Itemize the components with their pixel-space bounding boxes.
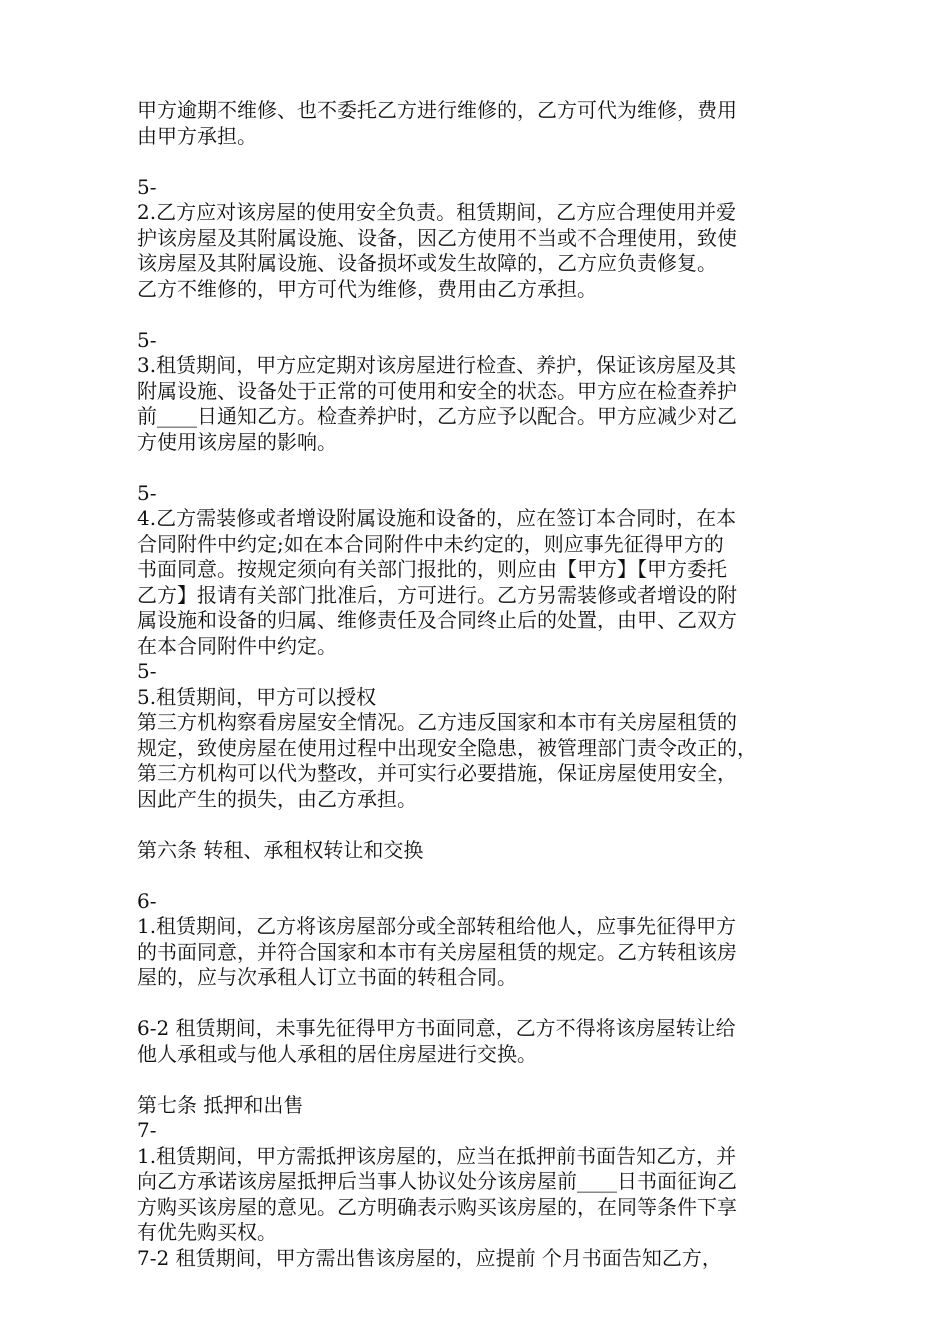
text-line: 5-: [137, 659, 157, 683]
text-line: 4.乙方需装修或者增设附属设施和设备的，应在签订本合同时，在本: [137, 506, 737, 530]
text-line: 方使用该房屋的影响。: [137, 429, 337, 454]
text-line: 向乙方承诺该房屋抵押后当事人协议处分该房屋前____日书面征询乙: [137, 1169, 737, 1193]
document-page: [137, 98, 817, 1271]
article-6-heading: [137, 838, 817, 864]
text-line: 属设施和设备的归属、维修责任及合同终止后的处置，由甲、乙双方: [137, 608, 737, 632]
clause-6-1: [137, 889, 817, 991]
text-line: 屋的，应与次承租人订立书面的转租合同。: [137, 965, 517, 989]
text-line: 7-: [137, 1118, 157, 1142]
text-line: 5-: [137, 480, 157, 505]
text-line: 附属设施、设备处于正常的可使用和安全的状态。甲方应在检查养护: [137, 378, 737, 403]
clause-7-1: [137, 1118, 817, 1246]
text-line: 第六条 转租、承租权转让和交换: [137, 837, 424, 862]
clause-5-3: [137, 328, 817, 456]
text-line: 1.租赁期间，甲方需抵押该房屋的，应当在抵押前书面告知乙方，并: [137, 1143, 737, 1168]
text-line: 规定，致使房屋在使用过程中出现安全隐患，被管理部门责令改正的，: [137, 735, 757, 760]
text-line: 甲方逾期不维修、也不委托乙方进行维修的，乙方可代为维修，费用: [137, 98, 737, 122]
text-line: 7-2 租赁期间，甲方需出售该房屋的，应提前 个月书面告知乙方，: [137, 1245, 722, 1270]
text-line: 的书面同意，并符合国家和本市有关房屋租赁的规定。乙方转租该房: [137, 939, 737, 964]
text-line: 5-: [137, 174, 157, 199]
paragraph-spacer: [137, 812, 817, 838]
text-line: 第三方机构察看房屋安全情况。乙方违反国家和本市有关房屋租赁的: [137, 710, 737, 734]
text-line: 在本合同附件中约定。: [137, 633, 337, 658]
text-line: 3.租赁期间，甲方应定期对该房屋进行检查、养护，保证该房屋及其: [137, 353, 737, 377]
paragraph-spacer: [137, 863, 817, 889]
text-line: 书面同意。按规定须向有关部门报批的，则应由【甲方】【甲方委托: [137, 557, 727, 581]
text-line: 该房屋及其附属设施、设备损坏或发生故障的，乙方应负责修复。: [137, 251, 717, 275]
text-line: 5-: [137, 327, 157, 352]
text-line: 有优先购买权。: [137, 1220, 277, 1244]
clause-5-5: [137, 659, 817, 812]
text-line: 合同附件中约定;如在本合同附件中未约定的，则应事先征得甲方的: [137, 531, 724, 556]
paragraph-spacer: [137, 455, 817, 481]
text-line: 乙方】报请有关部门批准后，方可进行。乙方另需装修或者增设的附: [137, 582, 737, 607]
text-line: 方购买该房屋的意见。乙方明确表示购买该房屋的，在同等条件下享: [137, 1194, 737, 1219]
clause-7-2: [137, 1246, 817, 1272]
text-line: 6-: [137, 888, 157, 913]
text-line: 他人承租或与他人承租的居住房屋进行交换。: [137, 1041, 537, 1066]
text-line: 前____日通知乙方。检查养护时，乙方应予以配合。甲方应减少对乙: [137, 404, 737, 428]
text-line: 护该房屋及其附属设施、设备，因乙方使用不当或不合理使用，致使: [137, 225, 737, 250]
text-line: 1.租赁期间，乙方将该房屋部分或全部转租给他人，应事先征得甲方: [137, 914, 737, 938]
text-line: 6-2 租赁期间，未事先征得甲方书面同意，乙方不得将该房屋转让给: [137, 1016, 736, 1040]
text-line: 乙方不维修的，甲方可代为维修，费用由乙方承担。: [137, 276, 597, 301]
text-line: 由甲方承担。: [137, 123, 257, 148]
clause-5-1-continuation: [137, 98, 817, 149]
clause-6-2: [137, 1016, 817, 1067]
paragraph-spacer: [137, 991, 817, 1017]
article-7-heading: [137, 1093, 817, 1119]
text-line: 5.租赁期间，甲方可以授权: [137, 684, 377, 709]
paragraph-spacer: [137, 149, 817, 175]
text-line: 2.乙方应对该房屋的使用安全负责。租赁期间，乙方应合理使用并爱: [137, 200, 737, 224]
clause-5-4: [137, 481, 817, 660]
paragraph-spacer: [137, 302, 817, 328]
paragraph-spacer: [137, 1067, 817, 1093]
text-line: 第三方机构可以代为整改，并可实行必要措施，保证房屋使用安全，: [137, 761, 737, 785]
text-line: 因此产生的损失，由乙方承担。: [137, 786, 417, 811]
text-line: 第七条 抵押和出售: [137, 1092, 304, 1117]
clause-5-2: [137, 175, 817, 303]
